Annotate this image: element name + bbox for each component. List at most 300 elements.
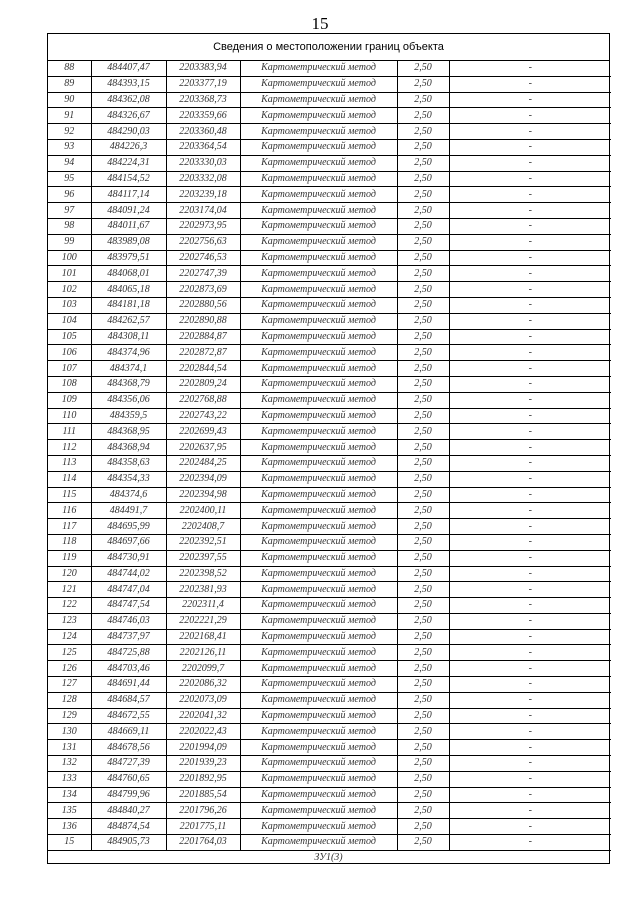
description-cell: -	[449, 61, 611, 76]
point-number-cell: 123	[48, 613, 91, 629]
y-coordinate-cell: 2202168,41	[166, 629, 240, 645]
point-number-cell: 89	[48, 76, 91, 92]
description-cell: -	[449, 424, 611, 440]
method-cell: Картометрический метод	[240, 139, 397, 155]
method-cell: Картометрический метод	[240, 376, 397, 392]
point-number-cell: 109	[48, 392, 91, 408]
x-coordinate-cell: 484905,73	[91, 835, 166, 851]
table-row	[48, 171, 611, 187]
x-coordinate-cell: 484154,52	[91, 171, 166, 187]
accuracy-cell: 2,50	[397, 76, 449, 92]
y-coordinate-cell: 2201796,26	[166, 803, 240, 819]
description-cell: -	[449, 440, 611, 456]
x-coordinate-cell: 484747,54	[91, 598, 166, 614]
description-cell: -	[449, 313, 611, 329]
table-row	[48, 392, 611, 408]
point-number-cell: 103	[48, 297, 91, 313]
y-coordinate-cell: 2201939,23	[166, 756, 240, 772]
y-coordinate-cell: 2202872,87	[166, 345, 240, 361]
y-coordinate-cell: 2203332,08	[166, 171, 240, 187]
description-cell: -	[449, 787, 611, 803]
y-coordinate-cell: 2203239,18	[166, 187, 240, 203]
y-coordinate-cell: 2203383,94	[166, 61, 240, 76]
description-cell: -	[449, 155, 611, 171]
table-row	[48, 787, 611, 803]
accuracy-cell: 2,50	[397, 550, 449, 566]
x-coordinate-cell: 484799,96	[91, 787, 166, 803]
y-coordinate-cell: 2202086,32	[166, 677, 240, 693]
method-cell: Картометрический метод	[240, 313, 397, 329]
x-coordinate-cell: 484737,97	[91, 629, 166, 645]
x-coordinate-cell: 483989,08	[91, 234, 166, 250]
x-coordinate-cell: 484368,94	[91, 440, 166, 456]
y-coordinate-cell: 2202394,09	[166, 471, 240, 487]
x-coordinate-cell: 484091,24	[91, 203, 166, 219]
y-coordinate-cell: 2202408,7	[166, 519, 240, 535]
x-coordinate-cell: 484703,46	[91, 661, 166, 677]
accuracy-cell: 2,50	[397, 124, 449, 140]
y-coordinate-cell: 2202311,4	[166, 598, 240, 614]
x-coordinate-cell: 484491,7	[91, 503, 166, 519]
x-coordinate-cell: 484181,18	[91, 297, 166, 313]
point-number-cell: 112	[48, 440, 91, 456]
description-cell: -	[449, 171, 611, 187]
accuracy-cell: 2,50	[397, 376, 449, 392]
y-coordinate-cell: 2202809,24	[166, 376, 240, 392]
table-footer-label: ЗУ1(3)	[314, 851, 343, 863]
description-cell: -	[449, 708, 611, 724]
point-number-cell: 15	[48, 835, 91, 851]
method-cell: Картометрический метод	[240, 361, 397, 377]
point-number-cell: 128	[48, 692, 91, 708]
description-cell: -	[449, 629, 611, 645]
description-cell: -	[449, 392, 611, 408]
y-coordinate-cell: 2202221,29	[166, 613, 240, 629]
y-coordinate-cell: 2202756,63	[166, 234, 240, 250]
x-coordinate-cell: 484374,6	[91, 487, 166, 503]
accuracy-cell: 2,50	[397, 566, 449, 582]
point-number-cell: 134	[48, 787, 91, 803]
accuracy-cell: 2,50	[397, 629, 449, 645]
y-coordinate-cell: 2201892,95	[166, 771, 240, 787]
x-coordinate-cell: 484224,31	[91, 155, 166, 171]
x-coordinate-cell: 484730,91	[91, 550, 166, 566]
table-row	[48, 266, 611, 282]
table-row	[48, 803, 611, 819]
point-number-cell: 119	[48, 550, 91, 566]
table-row	[48, 203, 611, 219]
section-title: Сведения о местоположении границ объекта	[48, 34, 609, 61]
accuracy-cell: 2,50	[397, 345, 449, 361]
point-number-cell: 88	[48, 61, 91, 76]
y-coordinate-cell: 2202873,69	[166, 282, 240, 298]
point-number-cell: 117	[48, 519, 91, 535]
method-cell: Картометрический метод	[240, 740, 397, 756]
description-cell: -	[449, 661, 611, 677]
y-coordinate-cell: 2203364,54	[166, 139, 240, 155]
description-cell: -	[449, 566, 611, 582]
y-coordinate-cell: 2202073,09	[166, 692, 240, 708]
y-coordinate-cell: 2203174,04	[166, 203, 240, 219]
point-number-cell: 125	[48, 645, 91, 661]
point-number-cell: 116	[48, 503, 91, 519]
table-row	[48, 282, 611, 298]
description-cell: -	[449, 455, 611, 471]
description-cell: -	[449, 234, 611, 250]
y-coordinate-cell: 2201885,54	[166, 787, 240, 803]
description-cell: -	[449, 677, 611, 693]
point-number-cell: 96	[48, 187, 91, 203]
description-cell: -	[449, 645, 611, 661]
method-cell: Картометрический метод	[240, 297, 397, 313]
table-row	[48, 819, 611, 835]
method-cell: Картометрический метод	[240, 218, 397, 234]
x-coordinate-cell: 484393,15	[91, 76, 166, 92]
description-cell: -	[449, 408, 611, 424]
accuracy-cell: 2,50	[397, 203, 449, 219]
description-cell: -	[449, 108, 611, 124]
x-coordinate-cell: 484746,03	[91, 613, 166, 629]
point-number-cell: 113	[48, 455, 91, 471]
table-row	[48, 408, 611, 424]
y-coordinate-cell: 2202099,7	[166, 661, 240, 677]
y-coordinate-cell: 2202746,53	[166, 250, 240, 266]
point-number-cell: 115	[48, 487, 91, 503]
description-cell: -	[449, 329, 611, 345]
accuracy-cell: 2,50	[397, 250, 449, 266]
method-cell: Картометрический метод	[240, 819, 397, 835]
table-row	[48, 835, 611, 851]
description-cell: -	[449, 756, 611, 772]
accuracy-cell: 2,50	[397, 61, 449, 76]
method-cell: Картометрический метод	[240, 598, 397, 614]
accuracy-cell: 2,50	[397, 266, 449, 282]
method-cell: Картометрический метод	[240, 234, 397, 250]
x-coordinate-cell: 484262,57	[91, 313, 166, 329]
boundary-points-table	[48, 61, 611, 851]
description-cell: -	[449, 345, 611, 361]
y-coordinate-cell: 2201764,03	[166, 835, 240, 851]
point-number-cell: 118	[48, 534, 91, 550]
method-cell: Картометрический метод	[240, 203, 397, 219]
point-number-cell: 132	[48, 756, 91, 772]
x-coordinate-cell: 484744,02	[91, 566, 166, 582]
y-coordinate-cell: 2202747,39	[166, 266, 240, 282]
y-coordinate-cell: 2202743,22	[166, 408, 240, 424]
table-row	[48, 550, 611, 566]
accuracy-cell: 2,50	[397, 234, 449, 250]
x-coordinate-cell: 484727,39	[91, 756, 166, 772]
y-coordinate-cell: 2202397,55	[166, 550, 240, 566]
accuracy-cell: 2,50	[397, 282, 449, 298]
description-cell: -	[449, 282, 611, 298]
y-coordinate-cell: 2202126,11	[166, 645, 240, 661]
y-coordinate-cell: 2203368,73	[166, 92, 240, 108]
point-number-cell: 121	[48, 582, 91, 598]
table-row	[48, 629, 611, 645]
method-cell: Картометрический метод	[240, 282, 397, 298]
x-coordinate-cell: 484368,95	[91, 424, 166, 440]
description-cell: -	[449, 771, 611, 787]
x-coordinate-cell: 484359,5	[91, 408, 166, 424]
accuracy-cell: 2,50	[397, 92, 449, 108]
point-number-cell: 129	[48, 708, 91, 724]
accuracy-cell: 2,50	[397, 582, 449, 598]
table-row	[48, 76, 611, 92]
table-row	[48, 250, 611, 266]
point-number-cell: 93	[48, 139, 91, 155]
accuracy-cell: 2,50	[397, 756, 449, 772]
description-cell: -	[449, 218, 611, 234]
accuracy-cell: 2,50	[397, 613, 449, 629]
table-row	[48, 519, 611, 535]
accuracy-cell: 2,50	[397, 155, 449, 171]
description-cell: -	[449, 297, 611, 313]
accuracy-cell: 2,50	[397, 361, 449, 377]
point-number-cell: 102	[48, 282, 91, 298]
table-row	[48, 234, 611, 250]
method-cell: Картометрический метод	[240, 534, 397, 550]
table-row	[48, 756, 611, 772]
x-coordinate-cell: 484840,27	[91, 803, 166, 819]
table-row	[48, 740, 611, 756]
y-coordinate-cell: 2202884,87	[166, 329, 240, 345]
accuracy-cell: 2,50	[397, 424, 449, 440]
accuracy-cell: 2,50	[397, 471, 449, 487]
x-coordinate-cell: 484290,03	[91, 124, 166, 140]
point-number-cell: 97	[48, 203, 91, 219]
x-coordinate-cell: 483979,51	[91, 250, 166, 266]
x-coordinate-cell: 484725,88	[91, 645, 166, 661]
y-coordinate-cell: 2202880,56	[166, 297, 240, 313]
method-cell: Картометрический метод	[240, 645, 397, 661]
method-cell: Картометрический метод	[240, 835, 397, 851]
method-cell: Картометрический метод	[240, 187, 397, 203]
y-coordinate-cell: 2202041,32	[166, 708, 240, 724]
method-cell: Картометрический метод	[240, 408, 397, 424]
point-number-cell: 122	[48, 598, 91, 614]
x-coordinate-cell: 484695,99	[91, 519, 166, 535]
table-row	[48, 124, 611, 140]
accuracy-cell: 2,50	[397, 598, 449, 614]
method-cell: Картометрический метод	[240, 424, 397, 440]
x-coordinate-cell: 484065,18	[91, 282, 166, 298]
point-number-cell: 91	[48, 108, 91, 124]
description-cell: -	[449, 519, 611, 535]
point-number-cell: 120	[48, 566, 91, 582]
table-body	[48, 61, 611, 850]
method-cell: Картометрический метод	[240, 708, 397, 724]
y-coordinate-cell: 2203359,66	[166, 108, 240, 124]
table-row	[48, 139, 611, 155]
method-cell: Картометрический метод	[240, 61, 397, 76]
description-cell: -	[449, 92, 611, 108]
y-coordinate-cell: 2202699,43	[166, 424, 240, 440]
y-coordinate-cell: 2203377,19	[166, 76, 240, 92]
accuracy-cell: 2,50	[397, 661, 449, 677]
method-cell: Картометрический метод	[240, 613, 397, 629]
table-row	[48, 471, 611, 487]
page-number: 15	[311, 14, 329, 33]
point-number-cell: 126	[48, 661, 91, 677]
description-cell: -	[449, 250, 611, 266]
point-number-cell: 90	[48, 92, 91, 108]
description-cell: -	[449, 835, 611, 851]
point-number-cell: 133	[48, 771, 91, 787]
method-cell: Картометрический метод	[240, 329, 397, 345]
point-number-cell: 111	[48, 424, 91, 440]
table-row	[48, 313, 611, 329]
point-number-cell: 106	[48, 345, 91, 361]
point-number-cell: 127	[48, 677, 91, 693]
x-coordinate-cell: 484354,33	[91, 471, 166, 487]
x-coordinate-cell: 484326,67	[91, 108, 166, 124]
method-cell: Картометрический метод	[240, 392, 397, 408]
accuracy-cell: 2,50	[397, 139, 449, 155]
point-number-cell: 110	[48, 408, 91, 424]
description-cell: -	[449, 76, 611, 92]
method-cell: Картометрический метод	[240, 250, 397, 266]
y-coordinate-cell: 2202637,95	[166, 440, 240, 456]
accuracy-cell: 2,50	[397, 677, 449, 693]
method-cell: Картометрический метод	[240, 771, 397, 787]
table-row	[48, 376, 611, 392]
y-coordinate-cell: 2202400,11	[166, 503, 240, 519]
point-number-cell: 101	[48, 266, 91, 282]
method-cell: Картометрический метод	[240, 787, 397, 803]
x-coordinate-cell: 484117,14	[91, 187, 166, 203]
table-row	[48, 598, 611, 614]
accuracy-cell: 2,50	[397, 692, 449, 708]
x-coordinate-cell: 484368,79	[91, 376, 166, 392]
accuracy-cell: 2,50	[397, 835, 449, 851]
description-cell: -	[449, 550, 611, 566]
method-cell: Картометрический метод	[240, 677, 397, 693]
accuracy-cell: 2,50	[397, 740, 449, 756]
table-row	[48, 187, 611, 203]
y-coordinate-cell: 2202844,54	[166, 361, 240, 377]
accuracy-cell: 2,50	[397, 297, 449, 313]
table-row	[48, 503, 611, 519]
x-coordinate-cell: 484011,67	[91, 218, 166, 234]
accuracy-cell: 2,50	[397, 771, 449, 787]
x-coordinate-cell: 484374,1	[91, 361, 166, 377]
point-number-cell: 95	[48, 171, 91, 187]
accuracy-cell: 2,50	[397, 455, 449, 471]
description-cell: -	[449, 266, 611, 282]
table-row	[48, 155, 611, 171]
table-row	[48, 455, 611, 471]
x-coordinate-cell: 484678,56	[91, 740, 166, 756]
point-number-cell: 124	[48, 629, 91, 645]
method-cell: Картометрический метод	[240, 266, 397, 282]
accuracy-cell: 2,50	[397, 803, 449, 819]
description-cell: -	[449, 692, 611, 708]
table-row	[48, 297, 611, 313]
method-cell: Картометрический метод	[240, 76, 397, 92]
table-row	[48, 677, 611, 693]
description-cell: -	[449, 803, 611, 819]
accuracy-cell: 2,50	[397, 313, 449, 329]
description-cell: -	[449, 203, 611, 219]
description-cell: -	[449, 376, 611, 392]
y-coordinate-cell: 2202768,88	[166, 392, 240, 408]
table-row	[48, 61, 611, 76]
x-coordinate-cell: 484697,66	[91, 534, 166, 550]
accuracy-cell: 2,50	[397, 645, 449, 661]
y-coordinate-cell: 2202381,93	[166, 582, 240, 598]
method-cell: Картометрический метод	[240, 455, 397, 471]
accuracy-cell: 2,50	[397, 440, 449, 456]
method-cell: Картометрический метод	[240, 661, 397, 677]
description-cell: -	[449, 534, 611, 550]
x-coordinate-cell: 484308,11	[91, 329, 166, 345]
point-number-cell: 98	[48, 218, 91, 234]
accuracy-cell: 2,50	[397, 108, 449, 124]
accuracy-cell: 2,50	[397, 218, 449, 234]
method-cell: Картометрический метод	[240, 108, 397, 124]
accuracy-cell: 2,50	[397, 819, 449, 835]
accuracy-cell: 2,50	[397, 708, 449, 724]
point-number-cell: 108	[48, 376, 91, 392]
method-cell: Картометрический метод	[240, 519, 397, 535]
x-coordinate-cell: 484356,06	[91, 392, 166, 408]
x-coordinate-cell: 484362,08	[91, 92, 166, 108]
table-row	[48, 424, 611, 440]
y-coordinate-cell: 2202392,51	[166, 534, 240, 550]
method-cell: Картометрический метод	[240, 629, 397, 645]
method-cell: Картометрический метод	[240, 692, 397, 708]
method-cell: Картометрический метод	[240, 724, 397, 740]
method-cell: Картометрический метод	[240, 582, 397, 598]
method-cell: Картометрический метод	[240, 440, 397, 456]
x-coordinate-cell: 484374,96	[91, 345, 166, 361]
table-row	[48, 771, 611, 787]
accuracy-cell: 2,50	[397, 487, 449, 503]
table-row	[48, 661, 611, 677]
y-coordinate-cell: 2202394,98	[166, 487, 240, 503]
description-cell: -	[449, 139, 611, 155]
accuracy-cell: 2,50	[397, 724, 449, 740]
method-cell: Картометрический метод	[240, 550, 397, 566]
table-row	[48, 108, 611, 124]
boundary-table-sheet	[47, 33, 610, 864]
method-cell: Картометрический метод	[240, 92, 397, 108]
accuracy-cell: 2,50	[397, 329, 449, 345]
point-number-cell: 94	[48, 155, 91, 171]
x-coordinate-cell: 484747,04	[91, 582, 166, 598]
table-row	[48, 440, 611, 456]
point-number-cell: 105	[48, 329, 91, 345]
y-coordinate-cell: 2201994,09	[166, 740, 240, 756]
accuracy-cell: 2,50	[397, 187, 449, 203]
table-row	[48, 708, 611, 724]
accuracy-cell: 2,50	[397, 408, 449, 424]
x-coordinate-cell: 484226,3	[91, 139, 166, 155]
description-cell: -	[449, 187, 611, 203]
accuracy-cell: 2,50	[397, 787, 449, 803]
accuracy-cell: 2,50	[397, 503, 449, 519]
point-number-cell: 99	[48, 234, 91, 250]
x-coordinate-cell: 484672,55	[91, 708, 166, 724]
description-cell: -	[449, 613, 611, 629]
x-coordinate-cell: 484684,57	[91, 692, 166, 708]
y-coordinate-cell: 2202484,25	[166, 455, 240, 471]
description-cell: -	[449, 819, 611, 835]
x-coordinate-cell: 484407,47	[91, 61, 166, 76]
table-row	[48, 329, 611, 345]
x-coordinate-cell: 484874,54	[91, 819, 166, 835]
